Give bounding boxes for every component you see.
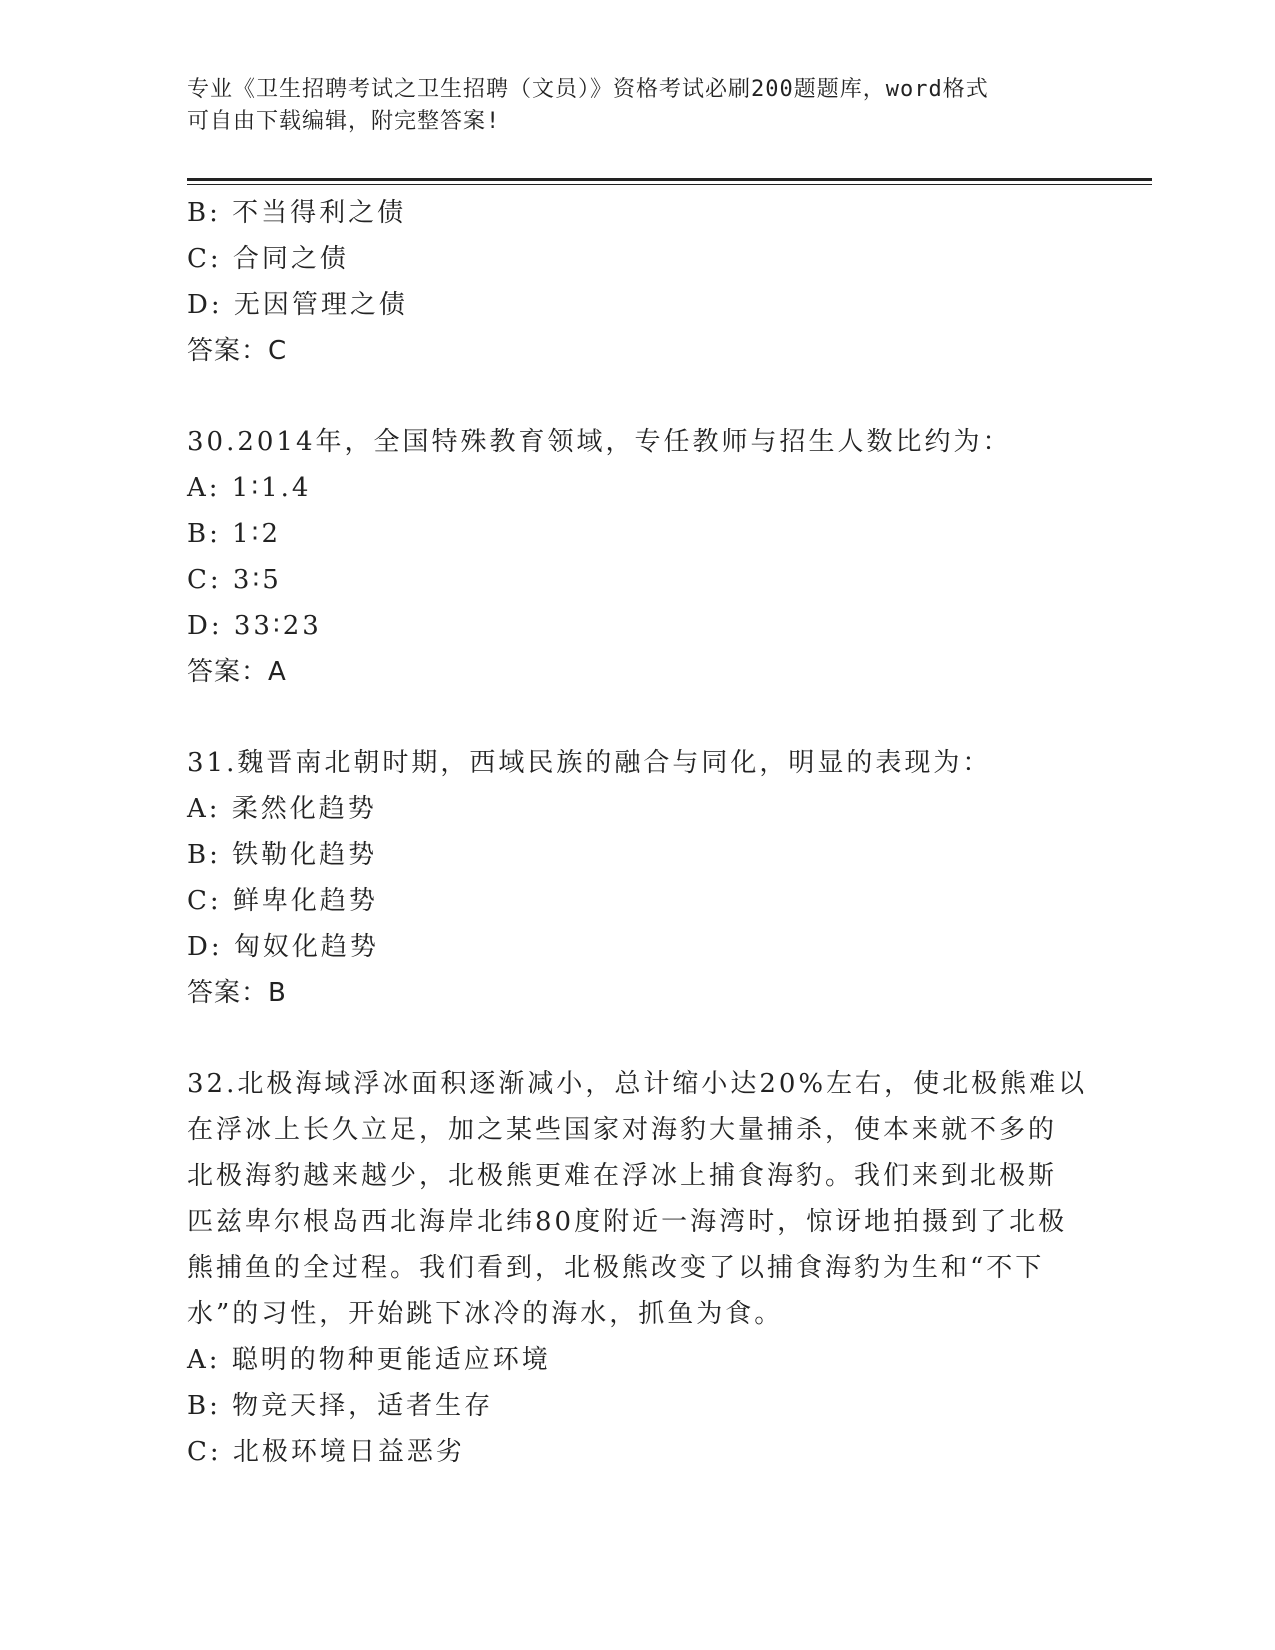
question-30 [187, 419, 1087, 695]
question-stem-line: 熊捕鱼的全过程。我们看到，北极熊改变了以捕食海豹为生和“不下 [187, 1253, 1045, 1283]
option-b: B: 不当得利之债 [187, 198, 407, 228]
question-29-continued [187, 190, 1087, 374]
option-b: B: 1∶2 [187, 519, 281, 549]
document-header [187, 74, 1067, 138]
header-divider-thick [187, 178, 1152, 181]
option-c: C: 合同之债 [187, 244, 349, 274]
question-stem-line: 32.北极海域浮冰面积逐渐减小，总计缩小达20%左右，使北极熊难以 [187, 1069, 1088, 1099]
option-c: C: 北极环境日益恶劣 [187, 1437, 465, 1467]
question-31 [187, 740, 1087, 1016]
option-d: D: 33∶23 [187, 611, 322, 641]
option-a: A: 聪明的物种更能适应环境 [187, 1345, 551, 1375]
option-a: A: 柔然化趋势 [187, 794, 377, 824]
option-c: C: 鲜卑化趋势 [187, 886, 378, 916]
header-divider-thin [187, 184, 1152, 185]
header-title-line-2: 可自由下载编辑，附完整答案! [187, 109, 501, 134]
question-stem-line: 水”的习性，开始跳下冰冷的海水，抓鱼为食。 [187, 1299, 784, 1329]
option-d: D: 匈奴化趋势 [187, 932, 379, 962]
option-b: B: 物竞天择，适者生存 [187, 1391, 494, 1421]
question-list [187, 190, 1087, 1475]
question-stem: 30.2014年，全国特殊教育领域，专任教师与招生人数比约为： [187, 427, 1012, 457]
option-a: A: 1∶1.4 [187, 473, 312, 503]
answer-line: 答案：A [187, 657, 287, 687]
option-c: C: 3∶5 [187, 565, 282, 595]
spacer [187, 374, 1087, 419]
option-b: B: 铁勒化趋势 [187, 840, 378, 870]
option-d: D: 无因管理之债 [187, 290, 408, 320]
spacer [187, 695, 1087, 740]
answer-line: 答案：B [187, 978, 287, 1008]
question-stem: 31.魏晋南北朝时期，西域民族的融合与同化，明显的表现为： [187, 748, 992, 778]
question-stem-line: 北极海豹越来越少，北极熊更难在浮冰上捕食海豹。我们来到北极斯 [187, 1161, 1058, 1191]
question-stem-line: 匹兹卑尔根岛西北海岸北纬80度附近一海湾时，惊讶地拍摄到了北极 [187, 1207, 1068, 1237]
header-title-line-1: 专业《卫生招聘考试之卫生招聘（文员）》资格考试必刷200题题库，word格式 [187, 77, 989, 102]
question-32 [187, 1061, 1087, 1475]
spacer [187, 1016, 1087, 1061]
answer-line: 答案：C [187, 336, 288, 366]
question-stem-line: 在浮冰上长久立足，加之某些国家对海豹大量捕杀，使本来就不多的 [187, 1115, 1058, 1145]
